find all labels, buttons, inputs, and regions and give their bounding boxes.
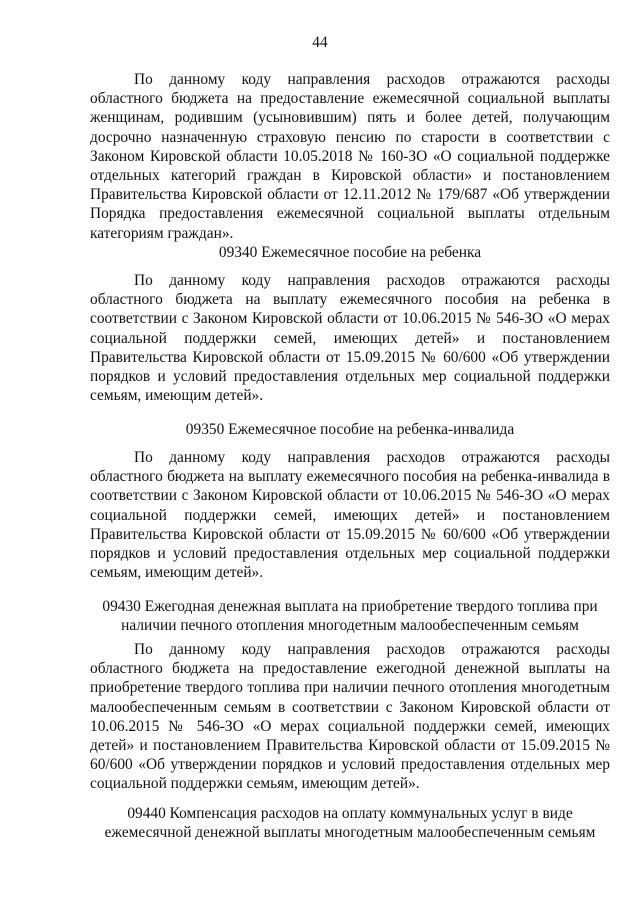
page-number: 44 — [312, 34, 328, 51]
heading-09350: 09350 Ежемесячное пособие на ребенка-инвалида — [185, 421, 515, 438]
paragraph-09330-description: По данному коду направления расходов отражаются расходы областного бюджета на предоставление ежемесячной социальной выплаты женщинам, родившим (усыновившим) пять и более детей, получающим досрочно назначенную страховую пенсию по старости в соответствии с Законом Кировской области 10.05.2018 № 160-ЗО «О социальной поддержке отдельных категорий граждан в Кировской области» и постановлением Правительства Кировской области от 12.11.2012 № 179/687 «Об утверждении Порядка предоставления ежемесячной социальной выплаты отдельным категориям граждан». — [90, 71, 610, 242]
heading-09440: 09440 Компенсация расходов на оплату коммунальных услуг в виде ежемесячной денежной выплаты многодетным малообеспеченным семьям — [104, 805, 596, 842]
heading-09430: 09430 Ежегодная денежная выплата на приобретение твердого топлива при наличии печного отопления многодетным малообеспеченным семьям — [102, 598, 598, 635]
heading-09340: 09340 Ежемесячное пособие на ребенка — [218, 244, 482, 261]
paragraph-09340-description: По данному коду направления расходов отражаются расходы областного бюджета на выплату ежемесячного пособия на ребенка в соответствии с Законом Кировской области от 10.06.2015 № 546-ЗО «О мерах социальной поддержки семей, имеющих детей» и постановлением Правительства Кировской области от 15.09.2015 № 60/600 «Об утверждении порядков и условий предоставления отдельных мер социальной поддержки семьям, имеющим детей». — [90, 272, 610, 405]
paragraph-09430-description: По данному коду направления расходов отражаются расходы областного бюджета на предоставление ежегодной денежной выплаты на приобретение твердого топлива при наличии печного отопления многодетным малообеспеченным семьям в соответствии с Законом Кировской области от 10.06.2015 № 546-ЗО «О мерах социальной поддержки семей, имеющих детей» и постановлением Правительства Кировской области от 15.09.2015 № 60/600 «Об утверждении порядков и условий предоставления отдельных мер социальной поддержки семьям, имеющим детей». — [90, 641, 610, 793]
paragraph-09350-description: По данному коду направления расходов отражаются расходы областного бюджета на выплату ежемесячного пособия на ребенка-инвалида в соответствии с Законом Кировской области от 10.06.2015 № 546-ЗО «О мерах социальной поддержки семей, имеющих детей» и постановлением Правительства Кировской области от 15.09.2015 № 60/600 «Об утверждении порядков и условий предоставления отдельных мер социальной поддержки семьям, имеющим детей». — [90, 449, 610, 582]
